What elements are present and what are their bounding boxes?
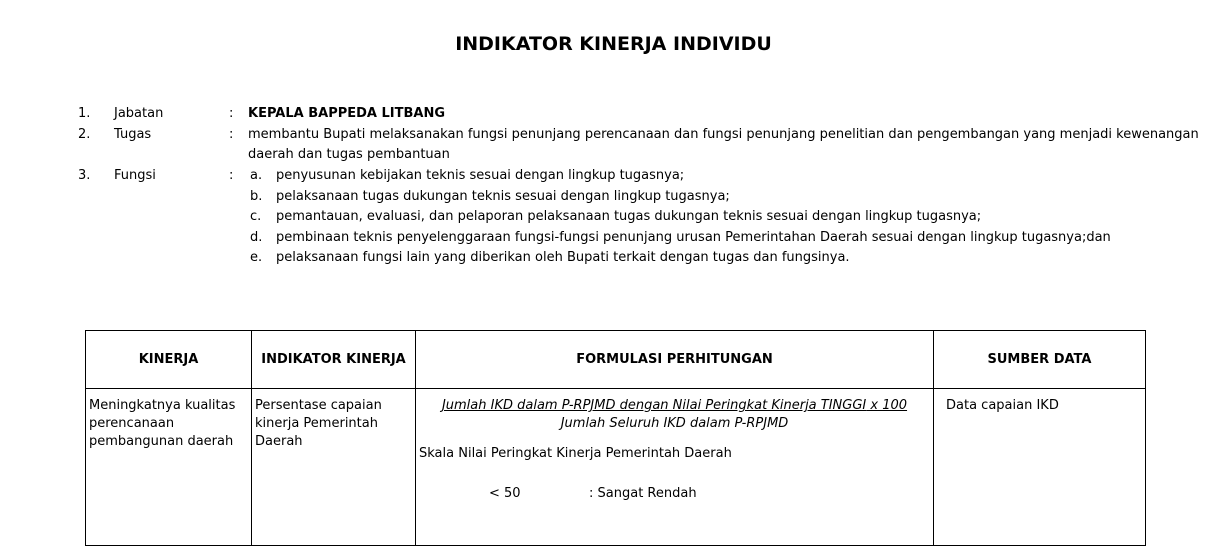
item-number: 3. — [78, 168, 91, 183]
header-kinerja: KINERJA — [86, 331, 252, 389]
item-colon: : — [229, 106, 234, 121]
subitem-text: pembinaan teknis penyelenggaraan fungsi-fungsi penunjang urusan Pemerintahan Daerah sesuai dengan lingkup tugasnya;dan — [276, 230, 1111, 245]
item-label: Jabatan — [114, 106, 164, 121]
cell-indikator: Persentase capaian kinerja Pemerintah Daerah — [252, 389, 416, 546]
subitem-text: penyusunan kebijakan teknis sesuai dengan lingkup tugasnya; — [276, 168, 685, 183]
table-header-row — [86, 331, 1146, 389]
item-label: Tugas — [114, 127, 152, 142]
subitem-text: pemantauan, evaluasi, dan pelaporan pelaksanaan tugas dukungan teknis sesuai dengan lingkup tugasnya; — [276, 209, 982, 224]
table-row — [86, 389, 1146, 546]
cell-sumber-data: Data capaian IKD — [934, 389, 1146, 546]
subitem-text: pelaksanaan tugas dukungan teknis sesuai dengan lingkup tugasnya; — [276, 189, 730, 204]
item-colon: : — [229, 127, 234, 142]
cell-formulasi — [416, 389, 934, 546]
subitem-letter: a. — [250, 168, 263, 183]
subitem-text: pelaksanaan fungsi lain yang diberikan oleh Bupati terkait dengan tugas dan fungsinya. — [276, 250, 850, 265]
scale-category: : Sangat Rendah — [589, 486, 697, 501]
subitem-letter: c. — [250, 209, 262, 224]
formula-numerator: Jumlah IKD dalam P-RPJMD dengan Nilai Peringkat Kinerja TINGGI — [441, 398, 867, 413]
header-indikator-kinerja: INDIKATOR KINERJA — [252, 331, 416, 389]
formula-denominator: Jumlah Seluruh IKD dalam P-RPJMD — [560, 416, 789, 431]
subitem-letter: e. — [250, 250, 263, 265]
item-value-line1: membantu Bupati melaksanakan fungsi penunjang perencanaan dan fungsi penunjang penelitian dan pengembangan yang menjadi kewenangan — [248, 127, 1199, 142]
formula-multiplier: x 100 — [866, 398, 908, 413]
subitem-letter: d. — [250, 230, 263, 245]
item-number: 1. — [78, 106, 91, 121]
subitem-letter: b. — [250, 189, 263, 204]
item-value-line2: daerah dan tugas pembantuan — [248, 147, 450, 162]
header-sumber-data: SUMBER DATA — [934, 331, 1146, 389]
header-formulasi-perhitungan: FORMULASI PERHITUNGAN — [416, 331, 934, 389]
item-label: Fungsi — [114, 168, 156, 183]
scale-title: Skala Nilai Peringkat Kinerja Pemerintah Daerah — [419, 446, 732, 461]
scale-row — [419, 485, 930, 503]
cell-kinerja: Meningkatnya kualitas perencanaan pembangunan daerah — [86, 389, 252, 546]
formula-numerator-line — [419, 397, 930, 415]
kinerja-table — [85, 330, 1146, 546]
page-title: INDIKATOR KINERJA INDIVIDU — [455, 33, 772, 55]
scale-range: < 50 — [489, 486, 521, 501]
item-value: KEPALA BAPPEDA LITBANG — [248, 106, 446, 121]
item-colon: : — [229, 168, 234, 183]
item-number: 2. — [78, 127, 91, 142]
